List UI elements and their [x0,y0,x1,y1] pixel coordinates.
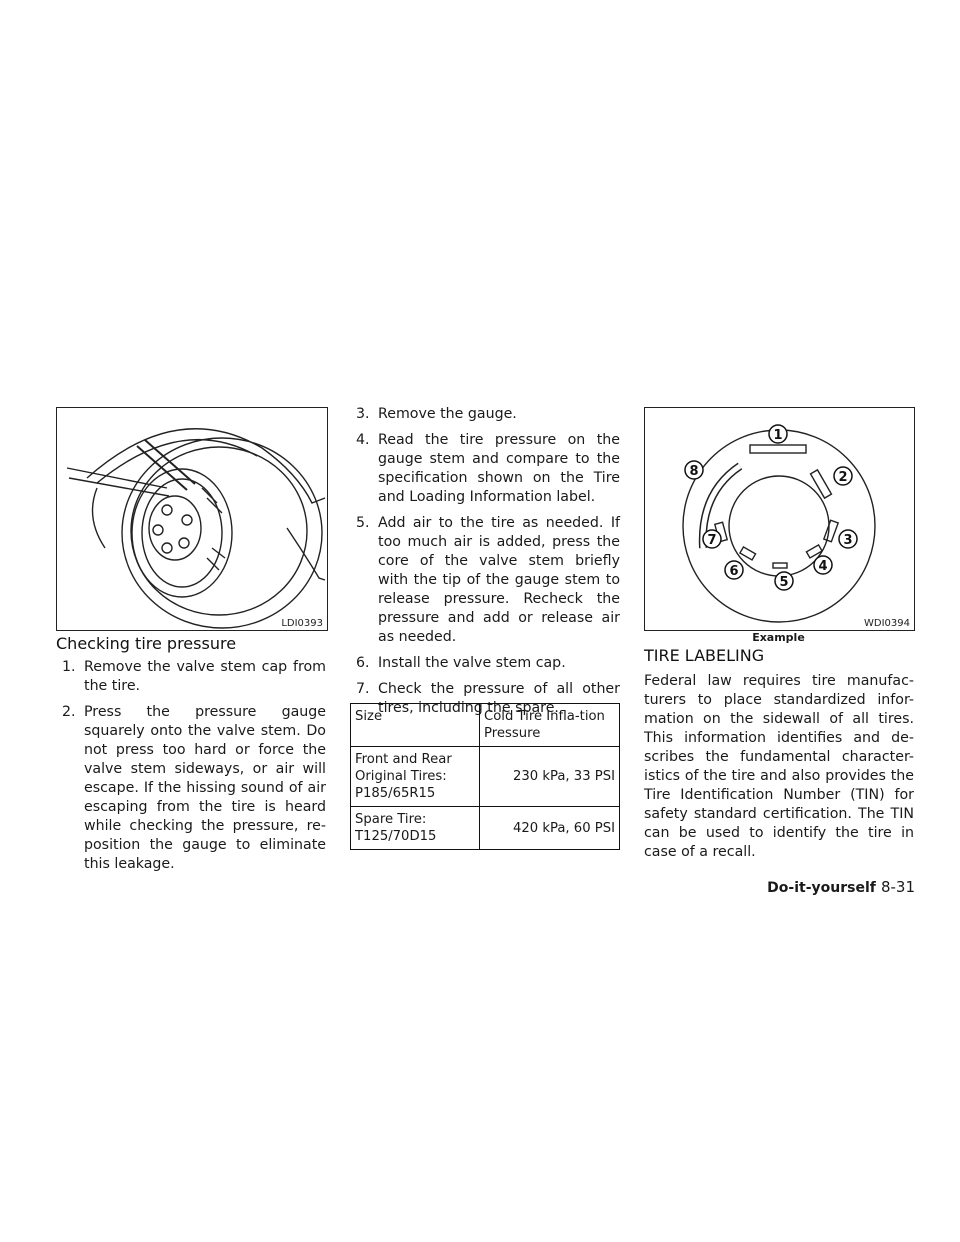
table-header-size: Size [351,704,480,747]
table-row [351,747,620,807]
tire-pressure-figure [56,407,328,631]
marker-7-icon [703,530,721,548]
list-item: 3. Remove the gauge. [356,406,517,422]
tire-pressure-table [350,703,620,850]
tire-labeling-figure [644,407,915,631]
svg-text:7: 7 [707,533,717,548]
figure-code: LDI0393 [281,618,323,629]
page-footer [700,877,915,896]
svg-text:8: 8 [689,464,699,479]
table-cell-pressure: 230 kPa, 33 PSI [480,747,620,807]
sidewall-diagram [645,408,914,630]
svg-text:1: 1 [773,428,783,443]
section-heading-checking: Checking tire pressure [56,634,237,653]
page-number: 8-31 [880,878,915,896]
list-item: 4. Read the tire pressure on the gauge stem and compare to the specification shown on the Tire and Loading Information label. [356,432,620,505]
section-heading-labeling: TIRE LABELING [644,646,765,665]
table-header-pressure: Cold Tire Infla-tion Pressure [480,704,620,747]
table-row [351,807,620,850]
marker-3-icon [839,530,857,548]
steps-list-part-2 [350,405,620,725]
table-cell-size: Spare Tire: T125/70D15 [351,807,480,850]
list-item: 5. Add air to the tire as needed. If too much air is added, press the core of the valve stem briefly with the tip of the gauge stem to release pressure. Recheck the pressure and add or release air as needed. [356,515,620,645]
tire-gauge-illustration [57,408,327,630]
marker-4-icon [814,556,832,574]
list-item: 7. Check the pressure of all other tires, including the spare. [356,681,620,716]
svg-text:4: 4 [818,559,828,574]
marker-5-icon [775,572,793,590]
labeling-paragraph: Federal law requires tire manufac-turers to place standardized infor-mation on the sidewall of all tires. This information identifies and de-scribes the fundamental character-istics of the tire and also provides the Tire Identification Number (TIN) for safety standard certification. The TIN can be used to identify the tire in case of a recall. [644,673,914,860]
svg-text:2: 2 [838,470,848,485]
footer-section-name: Do-it-yourself [767,880,876,896]
figure-code: WDI0394 [864,618,910,629]
marker-2-icon [834,467,852,485]
table-header-row [351,704,620,747]
svg-text:5: 5 [779,575,789,590]
marker-6-icon [725,561,743,579]
list-item: 2. Press the pressure gauge squarely onto the valve stem. Do not press too hard or force the valve stem sideways, or air will escape. If the hissing sound of air escaping from the tire is heard while checking the pressure, re-position the gauge to eliminate this leakage. [62,704,326,872]
list-item: 6. Install the valve stem cap. [356,655,566,671]
steps-list-part-1 [56,658,326,881]
table-cell-size: Front and Rear Original Tires: P185/65R15 [351,747,480,807]
table-cell-pressure: 420 kPa, 60 PSI [480,807,620,850]
marker-8-icon [685,461,703,479]
svg-text:6: 6 [729,564,739,579]
list-item: 1. Remove the valve stem cap from the tire. [62,659,326,694]
figure-caption: Example [752,631,805,644]
marker-1-icon [769,425,787,443]
svg-text:3: 3 [843,533,853,548]
